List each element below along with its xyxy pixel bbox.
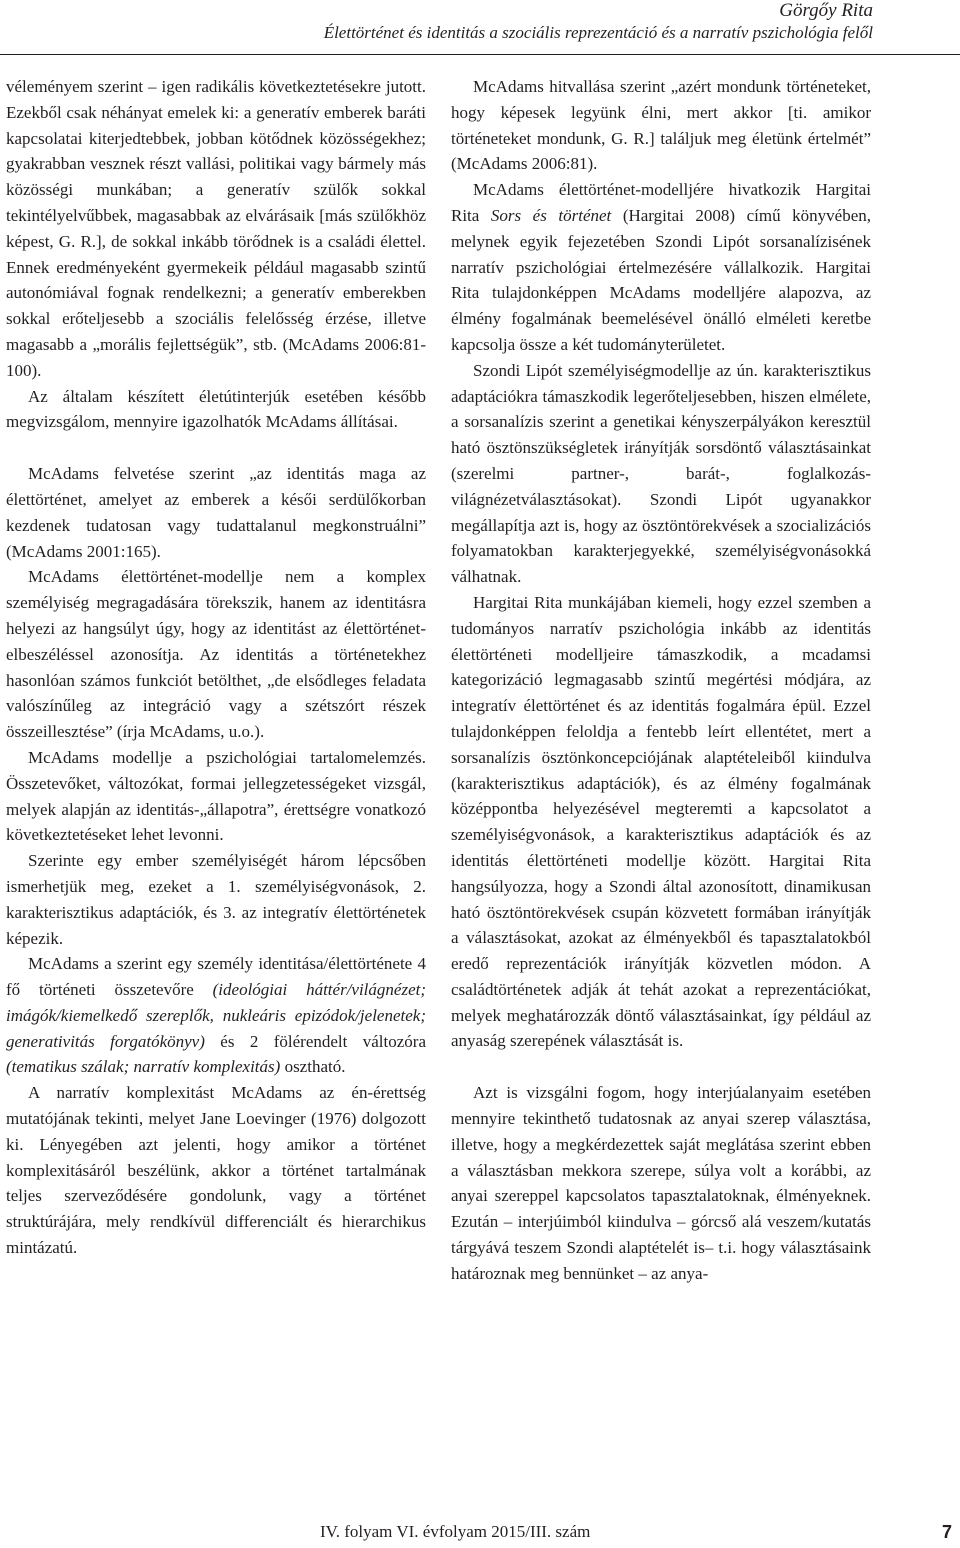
paragraph: Szondi Lipót személyiségmodellje az ún. karakterisztikus adaptációkra támaszkodik legerőteljesebben, hiszen elmélete, a sorsanalízis szerint a genetikai kényszerpályákon keresztül ható ösztönszükségletek irányítják sorsdöntő választásainkat (szerelmi partner-, barát-, foglalkozás- világnézetválasztásokat). Szondi Lipót ugyanakkor megállapítja azt is, hogy az ösztöntörekvések a szocializációs folyamatokban karakterjegyekké, személyiségvonásokká válhatnak. (451, 360, 871, 587)
paragraph-text: McAdams élettörténet-modelljére hivatkozik Hargitai Rita (451, 180, 871, 225)
page-footer (0, 1521, 960, 1548)
header-author: Görgőy Rita (779, 0, 873, 21)
paragraph: Azt is vizsgálni fogom, hogy interjúalanyaim esetében mennyire tekinthető tudatosnak az anyai szerep választása, illetve, hogy a megkérdezettek saját meglátása szerint ebben a választásban mekkora szerepe, súlya volt a korábbi, az anyai szereppel kapcsolatos tapasztalatoknak, élményeknek. Ezután – interjúimból kiindulva – górcső alá veszem/kutatás tárgyává teszem Szondi alaptételét is– t.i. hogy választásaink határoznak meg bennünket – az anya- (451, 1083, 871, 1283)
paragraph: McAdams modellje a pszichológiai tartalomelemzés. Összetevőket, változókat, formai jellegzetességeket vizsgál, melyek alapján az identitás-„állapotra”, érettségre vonatkozó következtetéseket lehet levonni. (6, 747, 426, 845)
book-title: Sors és történet (490, 205, 612, 225)
page-number: 7 (941, 1522, 952, 1542)
paragraph: véleményem szerint – igen radikális következtetésekre jutott. Ezekből csak néhányat emelek ki: a generatív emberek baráti kapcsolatai kiterjedtebbek, jobban kötődnek közösségekhez; gyakrabban vesznek részt vallási, politikai vagy bármely más közösségi munkában; a generatív szülők sokkal tekintélyelvűbbek, magasabbak az elvárásaik [más szülőkhöz képest, G. R.], de sokkal inkább törődnek is a családi élettel. Ennek eredményeként gyermekeik például magasabb szintű autonómiával fognak rendelkezni; a generatív emberekben sokkal erőteljesebb a szociális felelősség érzése, illetve magasabb a „morális fejlettségük”, stb. (McAdams 2006:81-100). (6, 77, 426, 380)
paragraph: McAdams élettörténet-modellje nem a komplex személyiség megragadására törekszik, hanem az identitásra helyezi az hangsúlyt úgy, hogy az identitást az élettörténet-elbeszéléssel azonosítja. Az identitás a történetekhez hasonlóan számos funkciót betölthet, „de elsődleges feladata valószínűleg az integráció vagy a szétszórt részek összeillesztése” (írja McAdams, u.o.). (6, 567, 426, 742)
paragraph-text: osztható. (280, 1057, 346, 1077)
paragraph: Az általam készített életútinterjúk esetében később megvizsgálom, mennyire igazolhatók McAdams állításai. (6, 386, 426, 432)
right-column (451, 74, 871, 1287)
left-column (6, 74, 426, 1261)
paragraph (451, 177, 871, 358)
paragraph-text: McAdams a szerint egy személy identitása/élettörténete 4 fő történeti összetevőre (6, 954, 426, 1000)
paragraph: Hargitai Rita munkájában kiemeli, hogy ezzel szemben a tudományos narratív pszichológia inkább az identitás élettörténeti modelljeire támaszkodik, a mcadamsi kategorizáció legmagasabb szintű megértési módjára, az integratív élettörténet és az identitás fogalmára épül. Ezzel tulajdonképpen feloldja a fentebb leírt ellentétet, mert a sorsanalízis ösztönkoncepciójának alaptételeiből kiindulva (karakterisztikus adaptációk), és az élmény fogalmának középpontba helyezésével megteremti a kapcsolatot a személyiségvonások, a karakterisztikus adaptációk és az identitás élettörténeti modellje között. Hargitai Rita hangsúlyozza, hogy a Szondi által azonosított, dinamikusan ható ösztöntörekvések csupán közvetett formában irányítják a választásokat, azokat az élményekből és tapasztalatokból eredő reprezentációk irányítják közvetlen módon. A családtörténetek adják át tehát azokat a reprezentációkat, melyek meghatározzák döntő választásainkat, így például az anyaság szerepének választását is. (451, 592, 871, 1051)
paragraph-text: és 2 fölérendelt változóra (204, 1031, 426, 1051)
header-divider (0, 54, 960, 55)
header-title: Élettörténet és identitás a szociális reprezentáció és a narratív pszichológia felől (323, 23, 873, 42)
paragraph: McAdams hitvallása szerint „azért mondunk történeteket, hogy képesek legyünk élni, mert akkor [ti. amikor történeteket mondunk, G. R.] találjuk meg életünk értelmét” (McAdams 2006:81). (451, 77, 871, 174)
paragraph (6, 951, 426, 1080)
paragraph: McAdams felvetése szerint „az identitás maga az élettörténet, amelyet az emberek a késői serdülőkorban kezdenek tudatosan vagy tudattalanul megkonstruálni” (McAdams 2001:165). (6, 464, 426, 561)
paragraph: A narratív komplexitást McAdams az én-érettség mutatójának tekinti, melyet Jane Loevinger (1976) dolgozott ki. Lényegében azt jelenti, hogy amikor a történet komplexitásáról beszélünk, akkor a történet tartalmának teljes szerveződésére gondolunk, vagy a történet struktúrájára, mely rendkívül differenciált és hierarchikus mintázatú. (6, 1083, 426, 1258)
running-header (324, 0, 873, 44)
italic-text: (tematikus szálak; narratív komplexitás) (6, 1057, 281, 1077)
issue-label: IV. folyam VI. évfolyam 2015/III. szám (320, 1522, 591, 1541)
italic-text: (ideológiai háttér/világnézet; imágók/kiemelkedő szereplők, nukleáris epizódok/jelenetek; generativitás forgatókönyv) (6, 980, 426, 1051)
paragraph-text: (Hargitai 2008) című könyvében, melynek egyik fejezetében Szondi Lipót sorsanalízisének narratív pszichológiai értelmezésére vállalkozik. Hargitai Rita tulajdonképpen McAdams modelljére alapozva, az élmény fogalmának beemelésével önálló elméleti keretbe kapcsolja össze a két tudományterületet. (451, 205, 871, 354)
paragraph: Szerinte egy ember személyiségét három lépcsőben ismerhetjük meg, ezeket a 1. személyiségvonások, 2. karakterisztikus adaptációk, és 3. az integratív élettörténetek képezik. (6, 851, 426, 948)
